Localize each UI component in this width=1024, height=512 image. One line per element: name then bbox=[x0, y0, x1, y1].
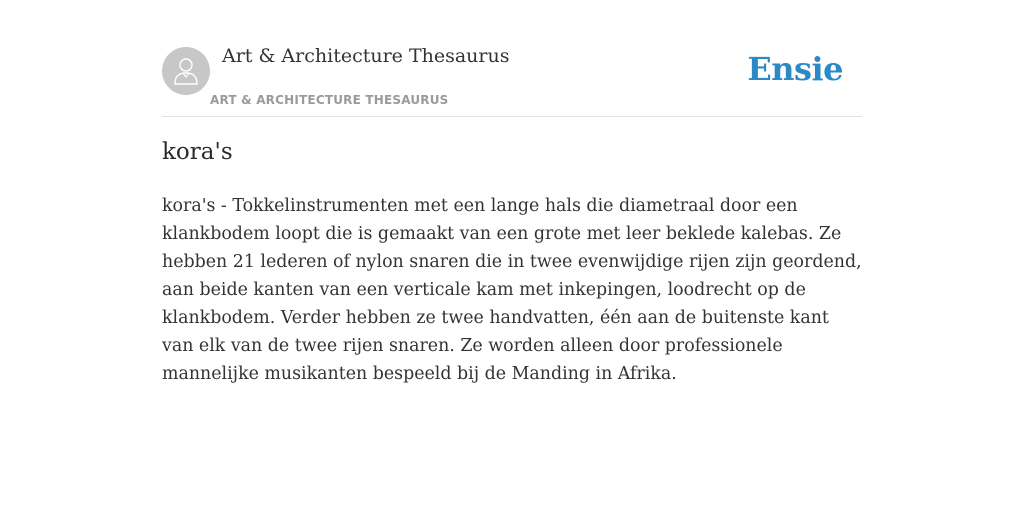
avatar[interactable] bbox=[162, 47, 210, 95]
source-title-link[interactable]: Art & Architecture Thesaurus bbox=[222, 45, 510, 67]
user-avatar-icon bbox=[174, 57, 198, 85]
ensie-logo-link[interactable]: Ensie bbox=[747, 50, 843, 88]
source-header bbox=[162, 0, 862, 117]
entry-definition: kora's - Tokkelinstrumenten met een lange hals die diametraal door een klankbodem loopt die is gemaakt van een grote met leer beklede kalebas. Ze hebben 21 lederen of nylon snaren die in twee evenwijdige rijen zijn geordend, aan beide kanten van een verticale kam met inkepingen, loodrecht op de klankbodem. Verder hebben ze twee handvatten, één aan de buitenste kant van elk van de twee rijen snaren. Ze worden alleen door professionele mannelijke musikanten bespeeld bij de Manding in Afrika. bbox=[162, 196, 862, 384]
source-subtitle: ART & ARCHITECTURE THESAURUS bbox=[210, 93, 449, 107]
entry-title: kora's bbox=[162, 139, 233, 165]
